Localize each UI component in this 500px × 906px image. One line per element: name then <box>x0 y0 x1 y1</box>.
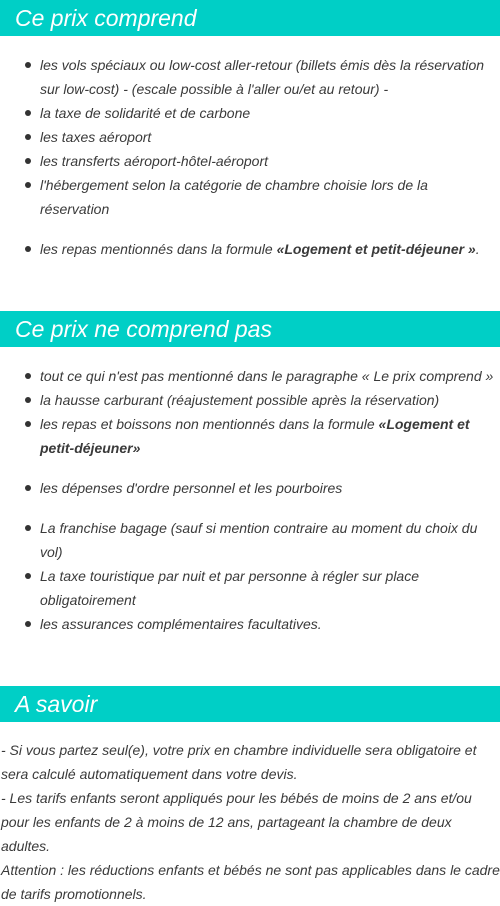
list-item-repas <box>0 237 500 261</box>
boissons-formula: «Logement et petit-déjeuner» <box>40 416 470 456</box>
list-item: l'hébergement selon la catégorie de chambre choisie lors de la réservation <box>0 173 500 221</box>
section-title-comprend: Ce prix comprend <box>0 0 500 36</box>
section-title-ne-comprend: Ce prix ne comprend pas <box>0 311 500 347</box>
repas-prefix: les repas mentionnés dans la formule <box>40 241 277 257</box>
list-item: les dépenses d'ordre personnel et les pourboires <box>0 476 500 500</box>
repas-formula: «Logement et petit-déjeuner » <box>276 241 476 257</box>
section-comprend <box>0 0 500 261</box>
boissons-prefix: les repas et boissons non mentionnés dans la formule <box>40 416 379 432</box>
savoir-text <box>0 738 500 906</box>
list-item: La taxe touristique par nuit et par personne à régler sur place obligatoirement <box>0 564 500 612</box>
savoir-line: Attention : les réductions enfants et bébés ne sont pas applicables dans le cadre de tarifs promotionnels. <box>1 862 500 902</box>
list-item-boissons <box>0 412 500 460</box>
savoir-line: - Si vous partez seul(e), votre prix en chambre individuelle sera obligatoire et sera calculé automatiquement dans votre devis. <box>1 742 477 782</box>
section-savoir <box>0 686 500 906</box>
list-item: la taxe de solidarité et de carbone <box>0 101 500 125</box>
list-item: La franchise bagage (sauf si mention contraire au moment du choix du vol) <box>0 516 500 564</box>
section-title-savoir: A savoir <box>0 686 500 722</box>
list-item: les taxes aéroport <box>0 125 500 149</box>
savoir-line: - Les tarifs enfants seront appliqués pour les bébés de moins de 2 ans et/ou pour les enfants de 2 à moins de 12 ans, partageant la chambre de deux adultes. <box>1 790 472 854</box>
list-item: la hausse carburant (réajustement possible après la réservation) <box>0 388 500 412</box>
list-comprend <box>0 53 500 261</box>
list-item: tout ce qui n'est pas mentionné dans le paragraphe « Le prix comprend » <box>0 364 500 388</box>
repas-suffix: . <box>475 241 480 257</box>
list-ne-comprend <box>0 364 500 636</box>
list-item: les assurances complémentaires facultatives. <box>0 612 500 636</box>
section-ne-comprend <box>0 311 500 636</box>
list-item: les transferts aéroport-hôtel-aéroport <box>0 149 500 173</box>
list-item: les vols spéciaux ou low-cost aller-retour (billets émis dès la réservation sur low-cost) - (escale possible à l'aller ou/et au retour) - <box>0 53 500 101</box>
